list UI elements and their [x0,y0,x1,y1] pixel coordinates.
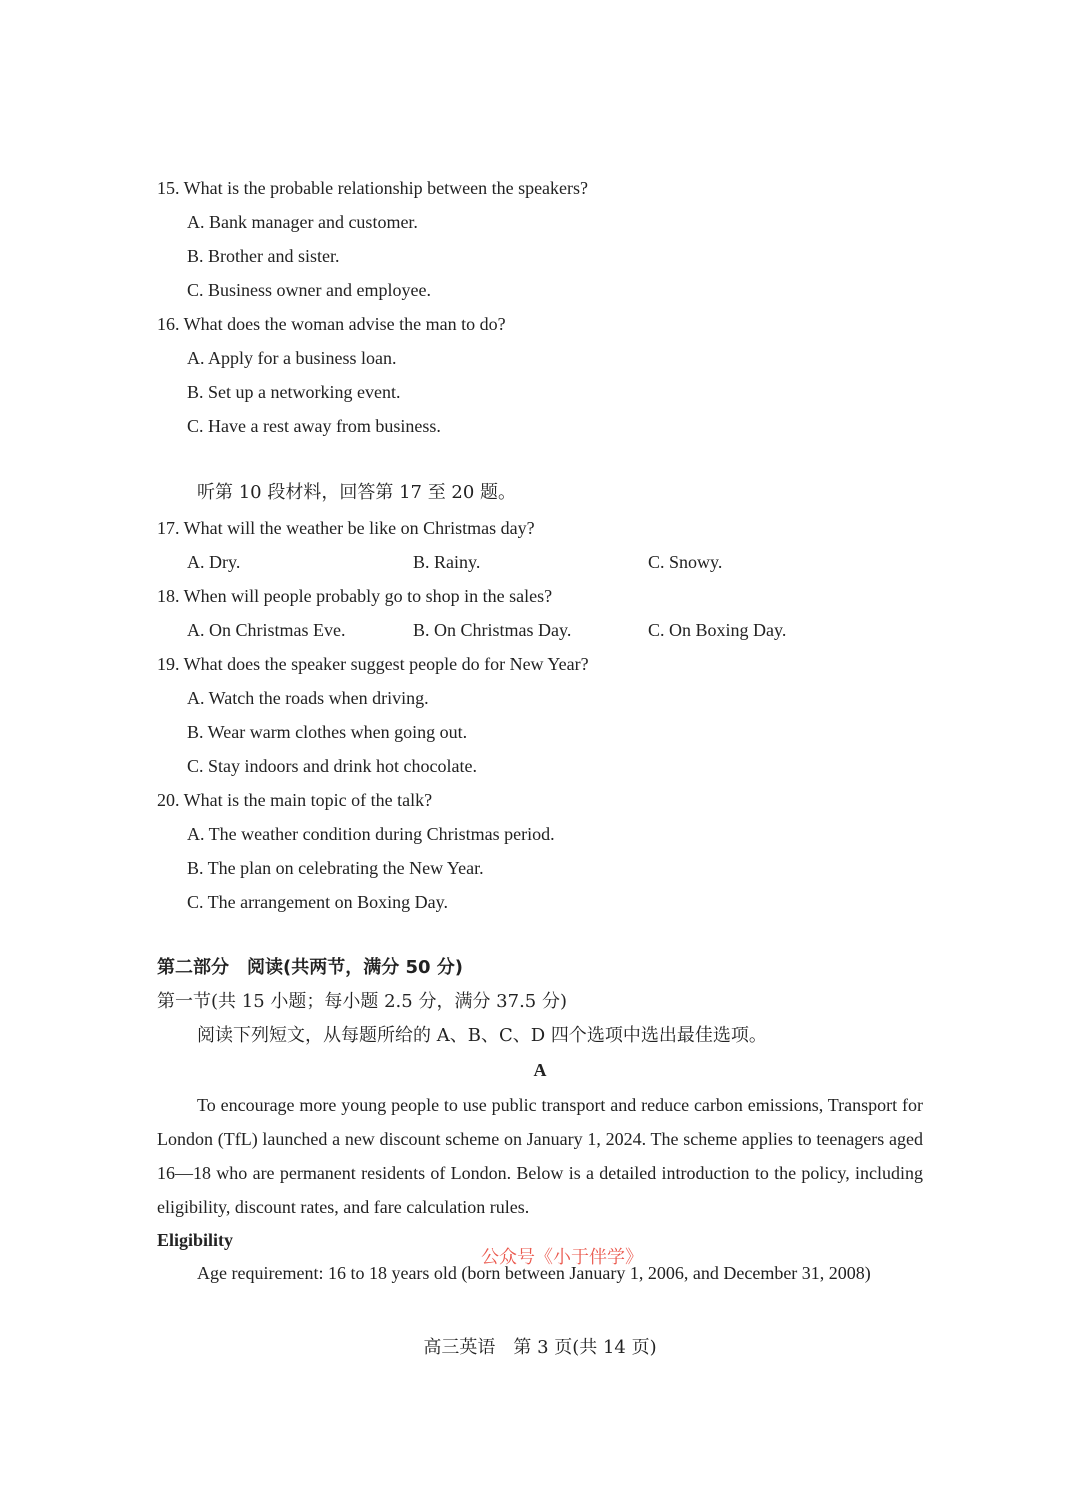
question-19-option-c: C. Stay indoors and drink hot chocolate. [187,756,477,776]
question-20-option-c: C. The arrangement on Boxing Day. [187,892,448,912]
passage-paragraph: To encourage more young people to use public transport and reduce carbon emissions, Transport for London (TfL) launched a new discount scheme on January 1, 2024. The scheme applies to teenagers aged 16—18 who are permanent residents of London. Below is a detailed introduction to the policy, including eligibility, discount rates, and fare calculation rules. [157,1095,923,1217]
reading-instruction: 阅读下列短文，从每题所给的 A、B、C、D 四个选项中选出最佳选项。 [197,1025,767,1046]
age-requirement: Age requirement: 16 to 18 years old (born between January 1, 2006, and December 31, 2008) [197,1263,871,1283]
question-16-option-b: B. Set up a networking event. [187,382,401,402]
eligibility-heading: Eligibility [157,1230,234,1250]
question-17-option-b: B. Rainy. [413,552,481,572]
question-19-option-a: A. Watch the roads when driving. [187,688,429,708]
passage-label: A [533,1060,547,1080]
question-18-stem: 18. When will people probably go to shop in the sales? [157,586,553,606]
question-15-stem: 15. What is the probable relationship between the speakers? [157,178,589,198]
question-15-option-c: C. Business owner and employee. [187,280,431,300]
section1-title: 第一节(共 15 小题；每小题 2.5 分，满分 37.5 分) [157,991,567,1012]
question-18-option-c: C. On Boxing Day. [648,620,787,640]
question-16-option-a: A. Apply for a business loan. [187,348,397,368]
question-20-option-b: B. The plan on celebrating the New Year. [187,858,484,878]
question-15-option-b: B. Brother and sister. [187,246,340,266]
question-16-option-c: C. Have a rest away from business. [187,416,441,436]
question-19-option-b: B. Wear warm clothes when going out. [187,722,468,742]
question-17-option-c: C. Snowy. [648,552,723,572]
question-20-stem: 20. What is the main topic of the talk? [157,790,433,810]
question-20-option-a: A. The weather condition during Christmas period. [187,824,555,844]
question-19-stem: 19. What does the speaker suggest people do for New Year? [157,654,589,674]
question-15-option-a: A. Bank manager and customer. [187,212,418,232]
part2-title: 第二部分 阅读(共两节，满分 50 分) [157,957,464,978]
question-18-option-b: B. On Christmas Day. [413,620,572,640]
watermark-text: 公众号《小于伴学》 [481,1247,643,1268]
question-16-stem: 16. What does the woman advise the man to do? [157,314,506,334]
question-17-option-a: A. Dry. [187,552,241,572]
listening-instruction: 听第 10 段材料，回答第 17 至 20 题。 [197,482,517,503]
question-17-stem: 17. What will the weather be like on Christmas day? [157,518,535,538]
question-18-option-a: A. On Christmas Eve. [187,620,346,640]
page-footer: 高三英语 第 3 页(共 14 页) [423,1337,657,1358]
